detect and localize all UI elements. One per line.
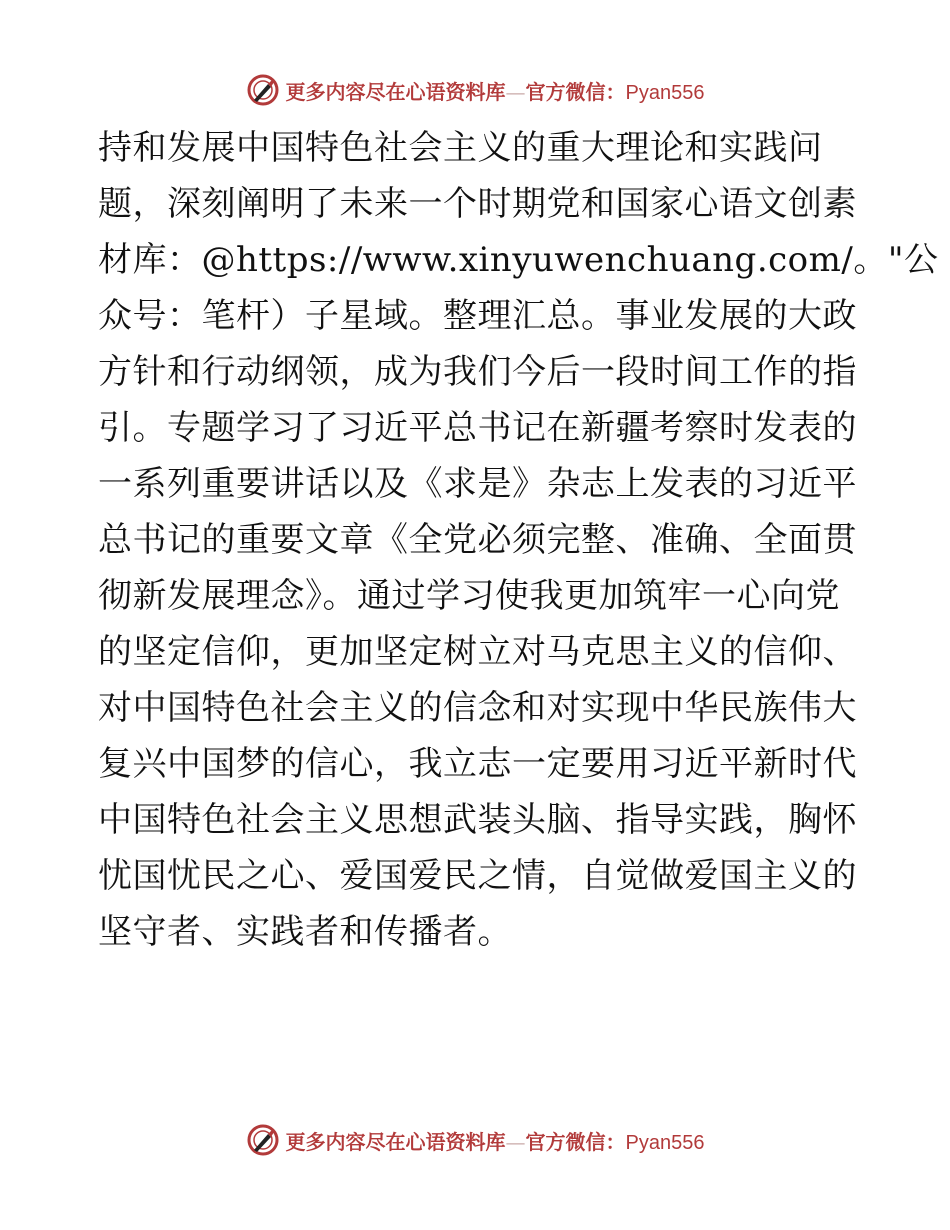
- header-wechat-id: Pyan556: [625, 81, 705, 104]
- seal-pen-icon: [246, 73, 280, 107]
- body-line: 一系列重要讲话以及《求是》杂志上发表的习近平: [98, 464, 857, 504]
- body-line: 的坚定信仰，更加坚定树立对马克思主义的信仰、: [98, 632, 857, 672]
- body-line: 中国特色社会主义思想武装头脑、指导实践，胸怀: [98, 800, 857, 840]
- header-title: 更多内容尽在心语资料库: [285, 79, 506, 104]
- footer-wechat-label: 官方微信：: [525, 1129, 626, 1154]
- seal-pen-icon: [246, 1123, 280, 1157]
- body-line: 复兴中国梦的信心，我立志一定要用习近平新时代: [98, 744, 857, 784]
- body-line: 题，深刻阐明了未来一个时期党和国家心语文创素: [98, 184, 857, 224]
- footer-banner-text: [286, 1126, 705, 1155]
- body-line: 材库：@https://www.xinyuwenchuang.com/。"公: [98, 240, 939, 280]
- body-line: 彻新发展理念》。通过学习使我更加筑牢一心向党: [98, 576, 840, 616]
- body-line: 众号：笔杆）子星域。整理汇总。事业发展的大政: [98, 296, 857, 336]
- footer-wechat-id: Pyan556: [625, 1131, 705, 1154]
- footer-title: 更多内容尽在心语资料库: [285, 1129, 506, 1154]
- body-line: 持和发展中国特色社会主义的重大理论和实践问: [98, 128, 823, 168]
- footer-banner: [0, 1120, 950, 1160]
- body-line: 总书记的重要文章《全党必须完整、准确、全面贯: [98, 520, 857, 560]
- header-banner: [0, 70, 950, 110]
- body-line: 忧国忧民之心、爱国爱民之情，自觉做爱国主义的: [98, 856, 857, 896]
- header-separator: —: [505, 79, 526, 104]
- header-wechat-label: 官方微信：: [525, 79, 626, 104]
- header-banner-text: [286, 76, 705, 105]
- footer-separator: —: [505, 1129, 526, 1154]
- document-body: [98, 120, 939, 960]
- body-line: 引。专题学习了习近平总书记在新疆考察时发表的: [98, 408, 857, 448]
- body-line: 对中国特色社会主义的信念和对实现中华民族伟大: [98, 688, 857, 728]
- body-line: 方针和行动纲领，成为我们今后一段时间工作的指: [98, 352, 857, 392]
- body-line: 坚守者、实践者和传播者。: [98, 912, 512, 952]
